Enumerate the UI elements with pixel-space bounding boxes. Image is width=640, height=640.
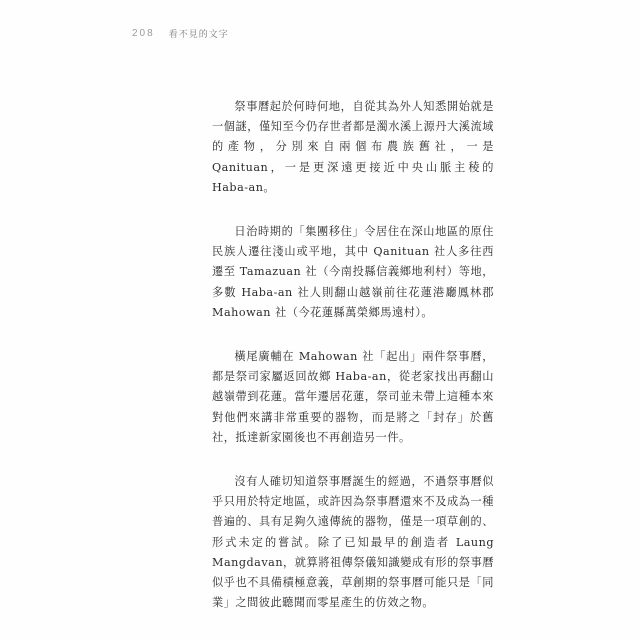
body-text	[212, 97, 494, 637]
paragraph-1: 祭事曆起於何時何地，自從其為外人知悉開始就是一個謎，僅知至今仍存世者都是濁水溪上源丹大溪流域的產物，分別來自兩個布農族舊社，一是 Qanituan，一是更深遠更接近中央山脈主稜的 Haba-an。	[212, 100, 494, 194]
running-head	[132, 26, 229, 40]
page-number: 208	[132, 27, 155, 39]
paragraph-3: 橫尾廣輔在 Mahowan 社「起出」兩件祭事曆，都是祭司家屬返回故鄉 Haba-an，從老家找出再翻山越嶺帶到花蓮。當年遷居花蓮，祭司並未帶上這種本來對他們來講非常重要的器物，而是將之「封存」於舊社，抵達新家園後也不再創造另一件。	[212, 350, 494, 444]
paragraph-2: 日治時期的「集團移住」令居住在深山地區的原住民族人遷往淺山或平地，其中 Qanituan 社人多往西遷至 Tamazuan 社（今南投縣信義鄉地利村）等地，多數 Haba-an 社人則翻山越嶺前往花蓮港廳鳳林郡 Mahowan 社（今花蓮縣萬榮鄉馬遠村）。	[212, 225, 494, 319]
book-title: 看不見的文字	[168, 29, 229, 40]
paragraph-4: 沒有人確切知道祭事曆誕生的經過，不過祭事曆似乎只用於特定地區，或許因為祭事曆還來不及成為一種普遍的、具有足夠久遠傳統的器物，僅是一項草創的、形式未定的嘗試。除了已知最早的創造者 Laung Mangdavan，就算將祖傳祭儀知識變成有形的祭事曆似乎也不具備積極意義，草創期的祭事曆可能只是「同業」之間彼此聽聞而零星產生的仿效之物。	[212, 475, 494, 610]
